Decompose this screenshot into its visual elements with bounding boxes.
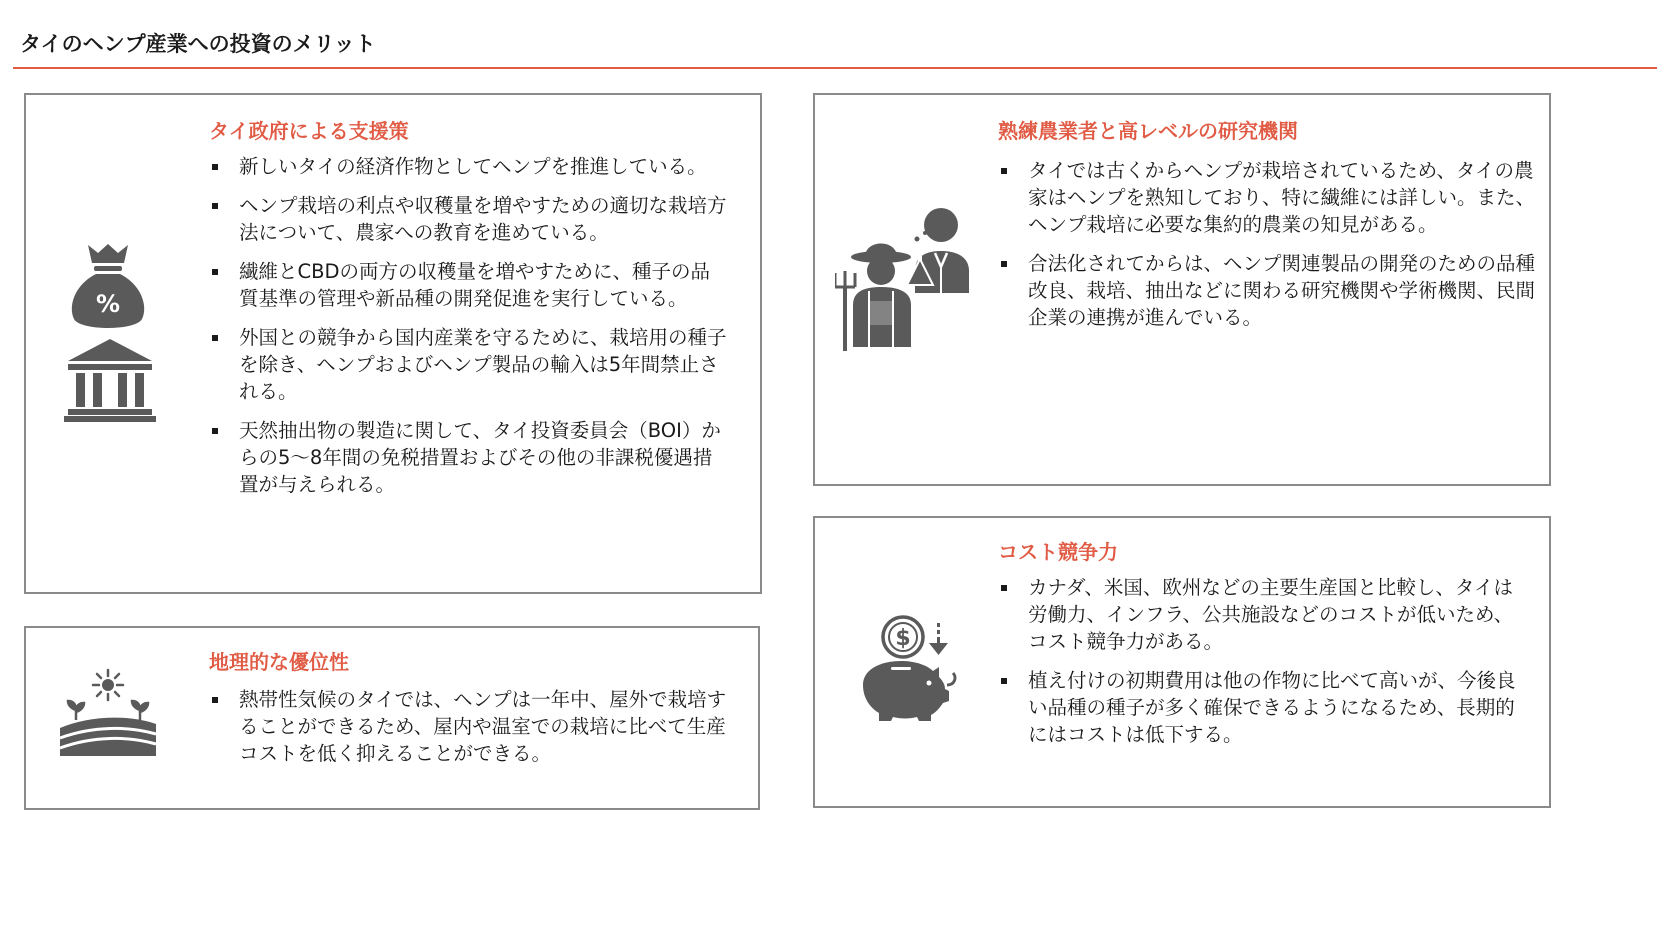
panel-skilled-farmers-research: [813, 93, 1551, 486]
panel-cost-competitiveness: [813, 516, 1551, 808]
panel-heading: 熟練農業者と高レベルの研究機関: [998, 119, 1298, 143]
list-item: 植え付けの初期費用は他の作物に比べて高いが、今後良い品種の種子が多く確保できるようになるため、長期的にはコストは低下する。: [998, 667, 1518, 748]
list-item: タイでは古くからヘンプが栽培されているため、タイの農家はヘンプを熟知しており、特に繊維には詳しい。また、ヘンプ栽培に必要な集約的農業の知見がある。: [998, 157, 1538, 238]
sun-farmland-icon: [58, 668, 158, 756]
list-item: 天然抽出物の製造に関して、タイ投資委員会（BOI）からの5～8年間の免税措置およびその他の非課税優遇措置が与えられる。: [209, 417, 729, 498]
page-title: タイのヘンプ産業への投資のメリット: [20, 32, 376, 56]
government-building-icon: [64, 337, 156, 423]
list-item: 熱帯性気候のタイでは、ヘンプは一年中、屋外で栽培することができるため、屋内や温室での栽培に比べて生産コストを低く抑えることができる。: [209, 686, 729, 767]
bullet-list: [998, 157, 1538, 343]
bullet-list: [998, 574, 1518, 760]
panel-government-support: [24, 93, 762, 594]
panel-heading: 地理的な優位性: [209, 650, 349, 674]
list-item: 外国との競争から国内産業を守るために、栽培用の種子を除き、ヘンプおよびヘンプ製品の輸入は5年間禁止される。: [209, 324, 729, 405]
list-item: カナダ、米国、欧州などの主要生産国と比較し、タイは労働力、インフラ、公共施設などのコストが低いため、コスト競争力がある。: [998, 574, 1518, 655]
list-item: 繊維とCBDの両方の収穫量を増やすために、種子の品質基準の管理や新品種の開発促進を実行している。: [209, 258, 729, 312]
farmer-scientist-icon: [835, 205, 975, 355]
title-divider: [13, 67, 1657, 69]
list-item: 新しいタイの経済作物としてヘンプを推進している。: [209, 153, 729, 180]
piggy-bank-dollar-icon: [857, 613, 967, 723]
percent-symbol: %: [95, 290, 121, 318]
dollar-symbol: $: [895, 626, 911, 651]
money-bag-percent-icon: [66, 241, 150, 333]
list-item: ヘンプ栽培の利点や収穫量を増やすための適切な栽培方法について、農家への教育を進めている。: [209, 192, 729, 246]
list-item: 合法化されてからは、ヘンプ関連製品の開発のための品種改良、栽培、抽出などに関わる研究機関や学術機関、民間企業の連携が進んでいる。: [998, 250, 1538, 331]
bullet-list: [209, 686, 729, 779]
panel-heading: タイ政府による支援策: [209, 119, 409, 143]
panel-heading: コスト競争力: [998, 540, 1118, 564]
panel-geographic-advantage: [24, 626, 760, 810]
bullet-list: [209, 153, 729, 510]
